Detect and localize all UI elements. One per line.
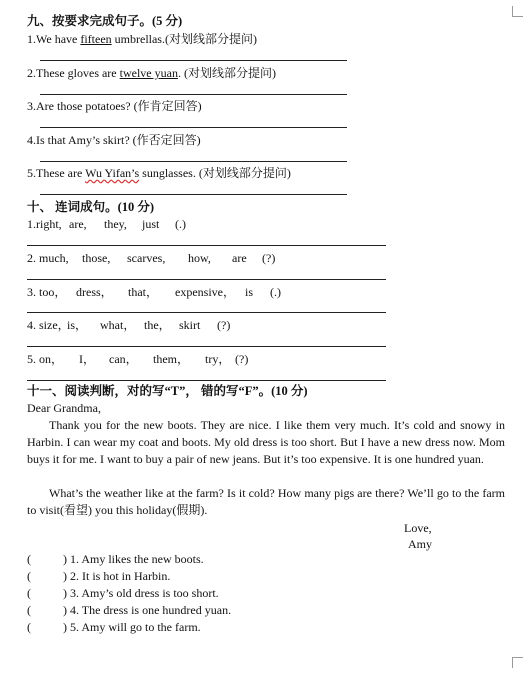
scramble-4: 4. size，is， what， the， skirt (?) [27, 318, 231, 332]
answer-line[interactable] [40, 127, 347, 128]
page-corner-mark [512, 657, 523, 668]
answer-line[interactable] [27, 312, 386, 313]
letter-paragraph-1: Thank you for the new boots. They are nice. I like them very much. It’s cold and snowy in Harbin. I can wear my coat and boots. My old dress is too short. But I have a new dress now. Mom buys it for me. I want to buy a pair of new jeans. But it’s too expensive. It is one hundred yuan. [27, 418, 505, 466]
true-false-item[interactable]: ( ) 2. It is hot in Harbin. [27, 569, 171, 583]
answer-line[interactable] [40, 60, 347, 61]
scramble-1: 1.right, are, they, just (.) [27, 217, 186, 231]
true-false-item[interactable]: ( ) 1. Amy likes the new boots. [27, 552, 204, 566]
letter-paragraph-2: What’s the weather like at the farm? Is it cold? How many pigs are there? We’ll go to the farm to visit(看望) you this holiday(假期). [27, 486, 505, 517]
answer-line[interactable] [27, 279, 386, 280]
section-11-heading: 十一、阅读判断，对的写“T”， 错的写“F”。(10 分) [27, 384, 308, 398]
letter-greeting: Dear Grandma, [27, 401, 101, 415]
letter-closing: Love, [404, 521, 432, 535]
answer-line[interactable] [27, 245, 386, 246]
answer-line[interactable] [27, 380, 386, 381]
answer-line[interactable] [27, 346, 386, 347]
scramble-5: 5. on， I， can， them， try， (?) [27, 352, 249, 366]
section-9-heading: 九、按要求完成句子。(5 分) [27, 14, 183, 28]
question-9-5: 5.These are Wu Yifan’s sunglasses. (对划线部分提问) [27, 166, 291, 180]
question-9-3: 3.Are those potatoes? (作肯定回答) [27, 99, 202, 113]
answer-line[interactable] [40, 194, 347, 195]
true-false-item[interactable]: ( ) 5. Amy will go to the farm. [27, 620, 201, 634]
scramble-2: 2. much, those, scarves, how, are (?) [27, 251, 276, 265]
scramble-3: 3. too， dress， that， expensive， is (.) [27, 285, 281, 299]
answer-line[interactable] [40, 94, 347, 95]
answer-line[interactable] [40, 161, 347, 162]
question-9-4: 4.Is that Amy’s skirt? (作否定回答) [27, 133, 201, 147]
letter-signature: Amy [408, 537, 432, 551]
page-corner-mark [512, 6, 523, 17]
section-10-heading: 十、 连词成句。(10 分) [27, 200, 155, 214]
question-9-1: 1.We have fifteen umbrellas.(对划线部分提问) [27, 32, 257, 46]
question-9-2: 2.These gloves are twelve yuan. (对划线部分提问) [27, 66, 276, 80]
true-false-item[interactable]: ( ) 4. The dress is one hundred yuan. [27, 603, 232, 617]
true-false-item[interactable]: ( ) 3. Amy’s old dress is too short. [27, 586, 219, 600]
